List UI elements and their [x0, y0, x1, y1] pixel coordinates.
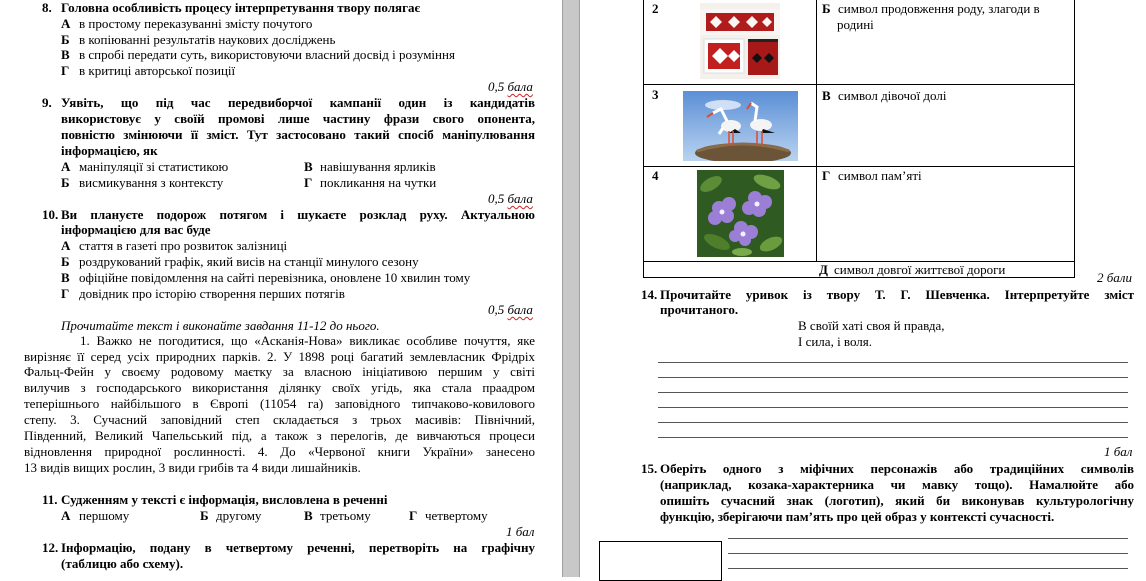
table-answer-letter: В: [822, 88, 831, 103]
reading-line: вилучив з господарського використання ділянку своїх угідь, яка стала праадром: [24, 380, 535, 395]
q8-option-letter: В: [61, 47, 70, 62]
answer-line: [658, 377, 1128, 378]
q11-score: 1 бал: [506, 524, 535, 539]
answer-line: [658, 392, 1128, 393]
reading-line: 13 видів вищих рослин, 3 види грибів та 4 види лишайників.: [24, 460, 361, 475]
q9-option-text: навішування ярликів: [320, 159, 436, 174]
reading-line: Фальц-Фейн у своєму родовому маєтку за власною ініціативою першим у світі: [24, 364, 535, 379]
q10-option-text: довідник про історію створення перших потягів: [79, 286, 345, 301]
table-answer-text: символ дівочої долі: [838, 88, 947, 103]
table-row-divider: [643, 84, 1075, 85]
answer-line: [658, 422, 1128, 423]
table-row-divider: [643, 166, 1075, 167]
q15-question-line: функцію, зберігаючи пам’ять про цей образ у контексті сучасності.: [660, 509, 1055, 524]
periwinkle-flowers-image: [697, 170, 784, 257]
q11-option-text: четвертому: [425, 508, 488, 523]
q10-option-letter: Г: [61, 286, 70, 301]
q8-option-letter: Б: [61, 32, 70, 47]
reading-line: вирізняє її серед усіх природних парків. 2. У 1898 році багатий землевласник Фрідріх: [24, 349, 535, 364]
q15-question-line: (наприклад, козака-характерника чи мавку тощо). Намалюйте або: [660, 477, 1134, 492]
q9-score: 0,5 бала: [488, 191, 533, 206]
q11-option-letter: Б: [200, 508, 209, 523]
q14-number: 14.: [641, 287, 658, 302]
q8-option-text: в копіюванні результатів наукових досліджень: [79, 32, 336, 47]
reading-line: відновлення природної рослинності. 4. До «Червоної книги України» занесено: [24, 444, 535, 459]
reading-line: Південний, Великий Чапельський під, а також з перелогів, де вивчаються процеси: [24, 428, 535, 443]
q14-quote-line: І сила, і воля.: [798, 334, 873, 349]
table-score: 2 бали: [1097, 270, 1132, 285]
q9-question-line: інформацією, як: [61, 143, 158, 158]
answer-line: [728, 538, 1128, 539]
q8-number: 8.: [42, 0, 52, 15]
q9-option-text: висмикування з контексту: [79, 175, 224, 190]
q15-question-line: опишіть сучасний знак (логотип), який би виконував культурологічну: [660, 493, 1134, 508]
table-row-number: 3: [652, 87, 659, 102]
q9-option-letter: В: [304, 159, 313, 174]
q8-option-letter: Г: [61, 63, 70, 78]
q14-question-line: прочитаного.: [660, 302, 739, 317]
q11-option-text: другому: [216, 508, 262, 523]
q9-question-line: використовує у своїй промові лише частину фрази свого опонента,: [61, 111, 535, 126]
q10-option-text: роздрукований графік, який висів на станції минулого сезону: [79, 254, 419, 269]
answer-line: [658, 362, 1128, 363]
q12-question-line: (таблицю або схему).: [61, 556, 184, 571]
answer-line: [728, 568, 1128, 569]
q10-question-line: Ви плануєте подорож потягом і шукаєте розклад руху. Актуальною: [61, 207, 535, 222]
q10-score: 0,5 бала: [488, 302, 533, 317]
q8-option-text: в спробі передати суть, використовуючи власний досвід і розуміння: [79, 47, 455, 62]
answer-line: [658, 437, 1128, 438]
q10-option-text: офіційне повідомлення на сайті перевізника, оновлене 10 хвилин тому: [79, 270, 471, 285]
q12-number: 12.: [42, 540, 59, 555]
q11-option-letter: Г: [409, 508, 418, 523]
q11-title: Судженням у тексті є інформація, висловлена в реченні: [61, 492, 388, 507]
q9-question-line: Уявіть, що під час передвиборчої кампанії один із кандидатів: [61, 95, 535, 110]
reading-line: степу. 3. Сучасний заповідний степ складається з трьох масивів: Північний,: [24, 412, 535, 427]
q15-number: 15.: [641, 461, 658, 476]
table-answer-text: символ пам’яті: [838, 168, 922, 183]
q11-option-text: третьому: [320, 508, 371, 523]
q9-option-letter: А: [61, 159, 71, 174]
reading-instruction: Прочитайте текст і виконайте завдання 11-12 до нього.: [61, 318, 380, 333]
table-answer-letter: Б: [822, 1, 831, 16]
q11-option-letter: В: [304, 508, 313, 523]
q8-score: 0,5 бала: [488, 79, 533, 94]
q14-question-line: Прочитайте уривок із твору Т. Г. Шевченка. Інтерпретуйте зміст: [660, 287, 1134, 302]
q12-question-line: Інформацію, подану в четвертому реченні, перетворіть на графічну: [61, 540, 535, 555]
q15-question-line: Оберіть одного з міфічних персонажів або традиційних символів: [660, 461, 1134, 476]
q9-number: 9.: [42, 95, 52, 110]
q11-number: 11.: [42, 492, 58, 507]
q11-option-letter: А: [61, 508, 71, 523]
q10-option-letter: А: [61, 238, 71, 253]
q10-option-text: стаття в газеті про розвиток залізниці: [79, 238, 288, 253]
answer-line: [658, 407, 1128, 408]
q14-score: 1 бал: [1104, 444, 1133, 459]
table-answer-letter: Д: [819, 262, 828, 277]
q10-option-letter: Б: [61, 254, 70, 269]
logo-drawing-box[interactable]: [599, 541, 722, 581]
reading-line: теперішнього найбільшого в Європі (11054 га) заповідного типчаково-ковилового: [24, 396, 535, 411]
table-row-number: 4: [652, 168, 659, 183]
table-answer-letter: Г: [822, 168, 831, 183]
q11-option-text: першому: [79, 508, 130, 523]
answer-line: [728, 553, 1128, 554]
table-column-divider: [816, 0, 817, 262]
q8-option-letter: А: [61, 16, 71, 31]
rushnyk-embroidered-towel-image: [700, 3, 780, 79]
q9-option-text: маніпуляції зі статистикою: [79, 159, 229, 174]
table-answer-text: символ довгої життєвої дороги: [834, 262, 1006, 277]
q9-option-text: покликання на чутки: [320, 175, 437, 190]
reading-line: 1. Важко не погодитися, що «Асканія-Нова» викликає особливе почуття, яке: [80, 333, 535, 348]
q14-quote-line: В своїй хаті своя й правда,: [798, 318, 945, 333]
q8-option-text: в критиці авторської позиції: [79, 63, 236, 78]
storks-nest-image: [683, 91, 798, 161]
q8-title: Головна особливість процесу інтерпретування твору полягає: [61, 0, 421, 15]
table-row-number: 2: [652, 1, 659, 16]
q8-option-text: в простому переказуванні змісту почутого: [79, 16, 313, 31]
q10-number: 10.: [42, 207, 59, 222]
q9-option-letter: Б: [61, 175, 70, 190]
table-answer-text: символ продовження роду, злагоди в: [838, 1, 1040, 16]
table-answer-text: родині: [837, 17, 874, 32]
q9-question-line: повністю змінюючи її зміст. Тут застосовано такий спосіб маніпулювання: [61, 127, 535, 142]
q10-question-line: інформацією для вас буде: [61, 222, 211, 237]
page-gutter: [562, 0, 580, 577]
q10-option-letter: В: [61, 270, 70, 285]
q9-option-letter: Г: [304, 175, 313, 190]
